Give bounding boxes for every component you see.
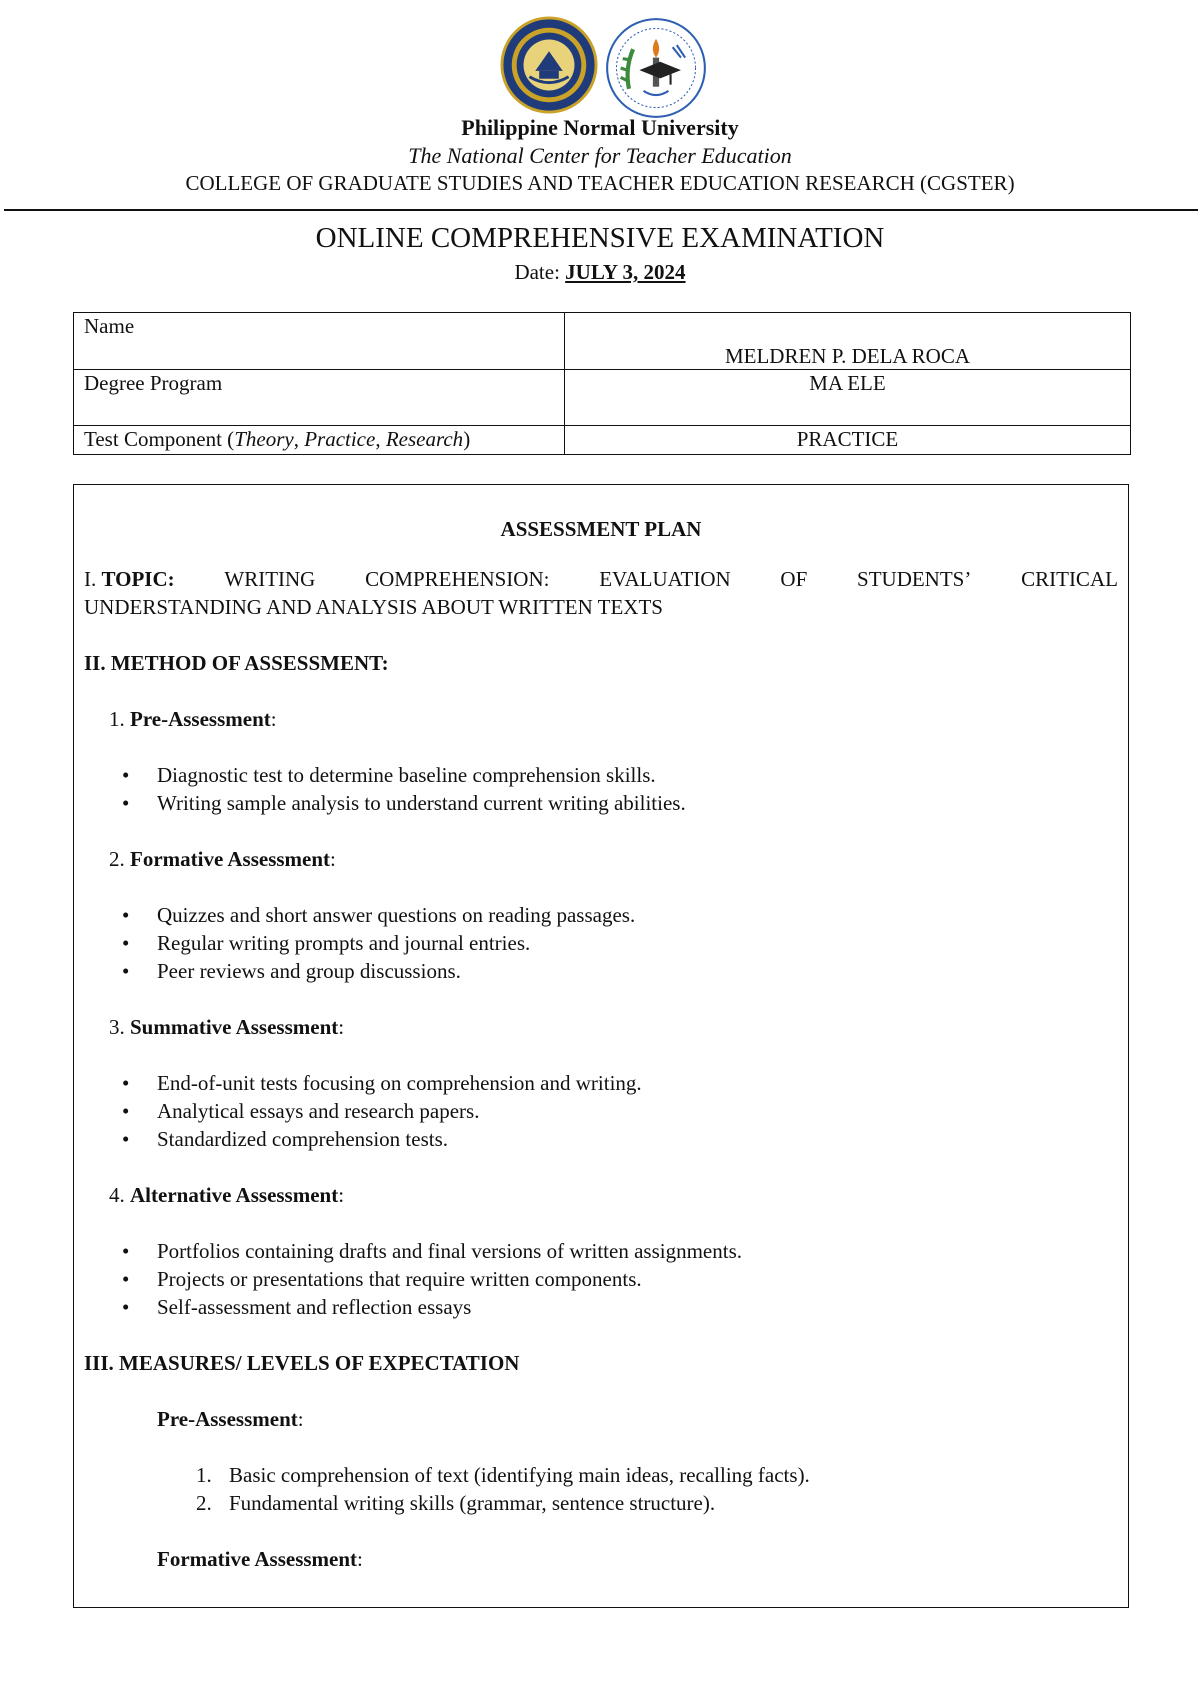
list-item: • Writing sample analysis to understand current writing abilities. [84, 789, 1118, 817]
table-row [74, 370, 1131, 426]
topic-prefix: I. [84, 567, 102, 591]
method-number: 1. [109, 707, 130, 731]
header-logos [0, 16, 1200, 116]
list-item: • Projects or presentations that require written components. [84, 1265, 1118, 1293]
method-bullet-list [84, 761, 1118, 817]
table-row [74, 313, 1131, 370]
method-colon: : [338, 1183, 345, 1207]
degree-label: Degree Program [74, 370, 565, 426]
method-number: 3. [109, 1015, 130, 1039]
measure-title [157, 1405, 1118, 1433]
list-item: • Regular writing prompts and journal entries. [84, 929, 1118, 957]
topic-section [84, 565, 1118, 621]
test-label-theory: Theory [234, 427, 294, 451]
method-title [109, 705, 1118, 733]
method-colon: : [270, 707, 277, 731]
topic-word: COMPREHENSION: [365, 567, 550, 591]
topic-word: CRITICAL [1021, 567, 1118, 591]
test-component-value: PRACTICE [565, 426, 1131, 455]
topic-line-2: UNDERSTANDING AND ANALYSIS ABOUT WRITTEN TEXTS [84, 595, 663, 619]
topic-line-1 [84, 565, 1118, 593]
level-number: 1. [196, 1463, 212, 1487]
topic-word: OF [780, 567, 808, 591]
degree-value: MA ELE [565, 370, 1131, 426]
header-divider [4, 209, 1198, 211]
student-info-table [73, 312, 1131, 455]
method-name: Pre-Assessment [130, 707, 271, 731]
test-label-suffix: ) [463, 427, 471, 451]
test-label-prefix: Test Component ( [84, 427, 235, 451]
method-bullet-list [84, 1237, 1118, 1321]
test-component-label [74, 426, 565, 455]
topic-word: EVALUATION [599, 567, 731, 591]
list-item: • Diagnostic test to determine baseline comprehension skills. [84, 761, 1118, 789]
expectation-list [84, 1461, 1118, 1517]
list-item: • Self-assessment and reflection essays [84, 1293, 1118, 1321]
measure-title [157, 1545, 1118, 1573]
list-item: • Quizzes and short answer questions on reading passages. [84, 901, 1118, 929]
test-label-sep: , [293, 427, 305, 451]
measure-colon: : [297, 1407, 304, 1431]
topic-word: WRITING [224, 567, 316, 591]
test-label-research: Research [385, 427, 464, 451]
measures-heading: III. MEASURES/ LEVELS OF EXPECTATION [84, 1351, 520, 1375]
method-title [109, 1013, 1118, 1041]
method-colon: : [338, 1015, 345, 1039]
measure-colon: : [357, 1547, 363, 1571]
method-name: Formative Assessment [130, 847, 331, 871]
table-row [74, 426, 1131, 455]
method-number: 4. [109, 1183, 130, 1207]
method-title [109, 845, 1118, 873]
list-item [84, 1489, 1118, 1517]
name-label: Name [74, 313, 565, 370]
method-number: 2. [109, 847, 130, 871]
university-tagline: The National Center for Teacher Education [408, 143, 792, 168]
method-colon: : [330, 847, 336, 871]
name-value: MELDREN P. DELA ROCA [565, 313, 1131, 370]
topic-label: TOPIC: [101, 567, 175, 591]
date-value: JULY 3, 2024 [565, 260, 686, 284]
topic-word: STUDENTS’ [857, 567, 972, 591]
letterhead [0, 114, 1200, 197]
method-name: Summative Assessment [130, 1015, 339, 1039]
list-item: • Portfolios containing drafts and final versions of written assignments. [84, 1237, 1118, 1265]
test-label-sep: , [375, 427, 386, 451]
level-number: 2. [196, 1491, 212, 1515]
cgster-seal-icon [604, 16, 708, 120]
list-item: • Peer reviews and group discussions. [84, 957, 1118, 985]
college-name: COLLEGE OF GRADUATE STUDIES AND TEACHER EDUCATION RESEARCH (CGSTER) [185, 171, 1015, 195]
level-text: Basic comprehension of text (identifying main ideas, recalling facts). [229, 1463, 810, 1487]
topic-lead [84, 565, 175, 593]
list-item: • Analytical essays and research papers. [84, 1097, 1118, 1125]
list-item: • End-of-unit tests focusing on comprehension and writing. [84, 1069, 1118, 1097]
pnu-seal-icon [500, 16, 598, 114]
method-bullet-list [84, 901, 1118, 985]
level-text: Fundamental writing skills (grammar, sentence structure). [229, 1491, 716, 1515]
plan-title: ASSESSMENT PLAN [500, 517, 702, 541]
test-label-practice: Practice [304, 427, 376, 451]
method-title [109, 1181, 1118, 1209]
list-item: • Standardized comprehension tests. [84, 1125, 1118, 1153]
method-bullet-list [84, 1069, 1118, 1153]
list-item [84, 1461, 1118, 1489]
assessment-plan-box [73, 484, 1129, 1608]
exam-title: ONLINE COMPREHENSIVE EXAMINATION [315, 222, 885, 254]
date-label: Date: [514, 260, 566, 284]
measure-name: Formative Assessment [157, 1547, 358, 1571]
method-name: Alternative Assessment [130, 1183, 339, 1207]
method-heading: II. METHOD OF ASSESSMENT: [84, 651, 389, 675]
assessment-plan-content [84, 515, 1118, 1601]
university-name: Philippine Normal University [461, 115, 739, 140]
exam-date [0, 258, 1200, 286]
measure-name: Pre-Assessment [157, 1407, 298, 1431]
